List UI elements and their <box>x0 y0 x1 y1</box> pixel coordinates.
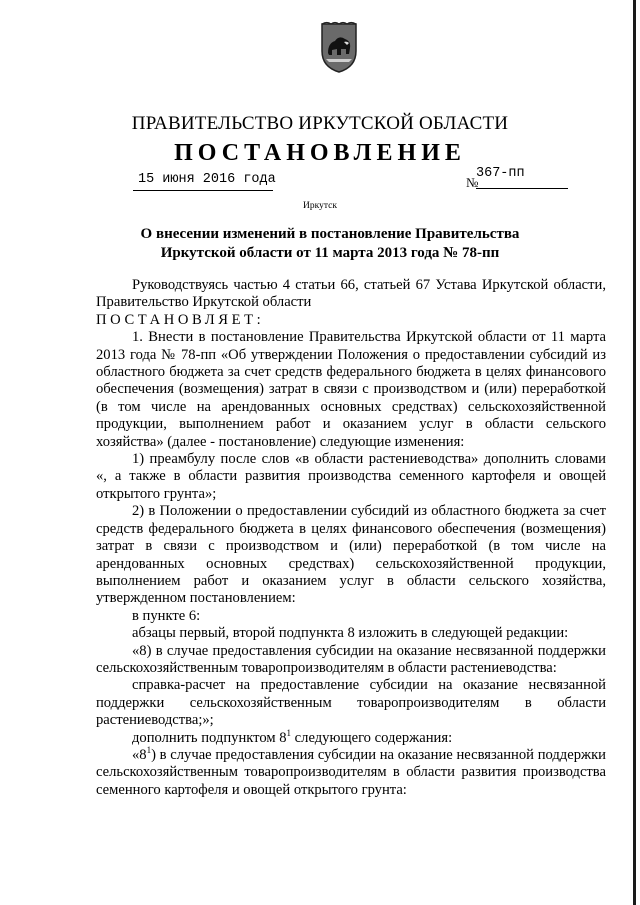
paragraph-8 <box>96 727 606 747</box>
paragraph-1: 1. Внести в постановление Правительства Иркутской области от 11 марта 2013 года № 78-пп «Об утверждении Положения о предоставлении субсидий из областного бюджета за счет средств федерального бюджета в целях финансового обеспечения (возмещения) затрат в связи с производством и (или) переработкой (в том числе на арендованных основных средствах) сельскохозяйственной продукции, выполнением работ и оказанием услуг в области сельского хозяйства» (далее - постановление) следующие изменения: <box>96 329 606 450</box>
document-type: ПОСТАНОВЛЕНИЕ <box>174 140 466 166</box>
number-sign: № <box>466 175 479 190</box>
document-date: 15 июня 2016 года <box>138 172 276 187</box>
paragraph-7: справка-расчет на предоставление субсидии на оказание несвязанной поддержки сельскохозяйственным товаропроизводителям в области растениеводства;»; <box>96 677 606 729</box>
superscript: 1 <box>286 727 292 738</box>
paragraph-3: 2) в Положении о предоставлении субсидий из областного бюджета за счет средств федерального бюджета в целях финансового обеспечения (возмещения) затрат в связи с производством и (или) переработкой (в том числе на арендованных основных средствах) сельскохозяйственной продукции, выполнением работ и оказанием услуг в области сельского хозяйства, утвержденном постановлением: <box>96 503 606 607</box>
preamble-paragraph: Руководствуясь частью 4 статьи 66, статьей 67 Устава Иркутской области, Правительство Иркутской области <box>96 277 606 311</box>
paragraph-4: в пункте 6: <box>132 607 201 624</box>
paragraph-9-tail: ) в случае предоставления субсидии на оказание несвязанной поддержки сельскохозяйственным товаропроизводителям в области развития производства семенного картофеля и овощей открытого грунта: <box>96 746 606 798</box>
paragraph-8-text: дополнить подпунктом 8 <box>132 729 287 746</box>
paragraph-6: «8) в случае предоставления субсидии на оказание несвязанной поддержки сельскохозяйственным товаропроизводителям в области растениеводства: <box>96 642 606 676</box>
date-underline <box>133 190 273 191</box>
paragraph-5: абзацы первый, второй подпункта 8 изложить в следующей редакции: <box>132 625 569 642</box>
document-number: 367-пп <box>476 166 525 181</box>
document-title: О внесении изменений в постановление Правительства Иркутской области от 11 марта 2013 года № 78-пп <box>140 226 520 261</box>
superscript: 1 <box>146 745 152 756</box>
coat-of-arms-icon <box>319 21 359 73</box>
paragraph-9-text: «8 <box>132 746 147 763</box>
paragraph-9 <box>96 747 606 799</box>
paragraph-2: 1) преамбулу после слов «в области растениеводства» дополнить словами «, а также в области развития производства семенного картофеля и овощей открытого грунта»; <box>96 451 606 502</box>
resolves-heading: ПОСТАНОВЛЯЕТ: <box>96 311 265 328</box>
paragraph-8-tail: следующего содержания: <box>291 729 453 746</box>
city-name: Иркутск <box>303 201 337 211</box>
government-name: ПРАВИТЕЛЬСТВО ИРКУТСКОЙ ОБЛАСТИ <box>131 113 509 134</box>
number-underline <box>476 188 568 189</box>
document-body <box>96 277 606 799</box>
